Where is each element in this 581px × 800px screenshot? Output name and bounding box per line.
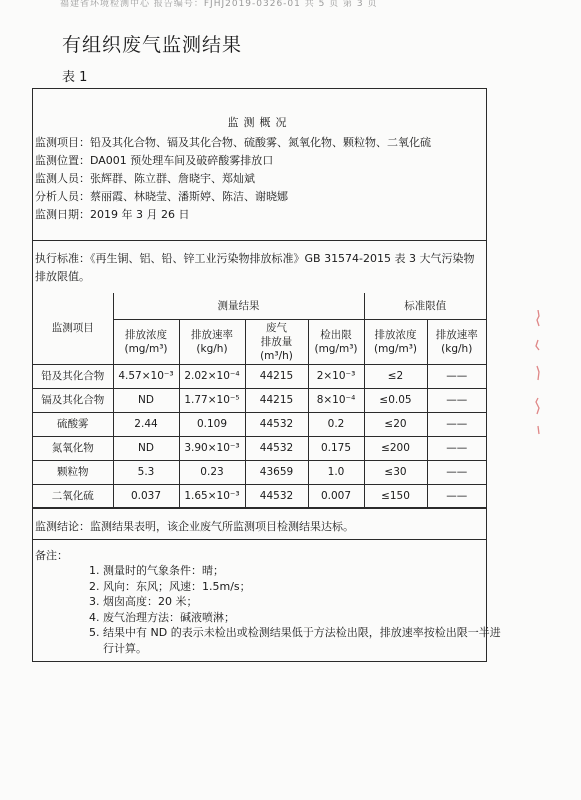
overview-monitors: 监测人员：张辉群、陈立群、詹晓宇、郑灿斌 [35, 172, 255, 185]
seal-stamp-mark [533, 310, 543, 440]
results-table [33, 293, 486, 509]
table-row: 二氧化硫 0.037 1.65×10⁻³ 44532 0.007 ≤150 —— [33, 484, 486, 508]
header-strip: 福建省环境检测中心 报告编号：FJHJ2019-0326-01 共 5 页 第 3 页 [60, 0, 378, 8]
notes-label: 备注： [35, 549, 68, 562]
overview-location: 监测位置：DA001 预处理车间及破碎酸雾排放口 [35, 154, 274, 167]
standard-text: 执行标准：《再生铜、铝、铅、锌工业污染物排放标准》GB 31574-2015 表 3 大气污染物排放限值。 [35, 252, 475, 283]
notes-list [85, 563, 501, 656]
divider [33, 240, 486, 241]
overview-title: 监测概况 [227, 116, 292, 129]
header-item: 监测项目 [33, 293, 113, 364]
report-frame [32, 88, 501, 662]
note-item: 4. 废气治理方法：碱液喷淋； [103, 610, 501, 626]
header-result: 测量结果 [113, 293, 364, 319]
header-flow: 废气 排放量 (m³/h) [245, 319, 308, 364]
table-row: 铅及其化合物 4.57×10⁻³ 2.02×10⁻⁴ 44215 2×10⁻³ ≤2 —— [33, 364, 486, 388]
table-row: 硫酸雾 2.44 0.109 44532 0.2 ≤20 —— [33, 412, 486, 436]
header-lim-rate: 排放速率 (kg/h) [427, 319, 486, 364]
overview-date: 监测日期：2019 年 3 月 26 日 [35, 208, 190, 221]
header-conc: 排放浓度 (mg/m³) [113, 319, 179, 364]
table-row: 颗粒物 5.3 0.23 43659 1.0 ≤30 —— [33, 460, 486, 484]
header-dl: 检出限 (mg/m³) [308, 319, 364, 364]
overview-analysts: 分析人员：蔡丽霞、林晓莹、潘斯婷、陈洁、谢晓娜 [35, 190, 288, 203]
note-item: 1. 测量时的气象条件：晴； [103, 563, 501, 579]
header-rate: 排放速率 (kg/h) [179, 319, 245, 364]
divider [33, 507, 486, 508]
header-lim-conc: 排放浓度 (mg/m³) [364, 319, 427, 364]
note-item: 3. 烟囱高度：20 米； [103, 594, 501, 610]
note-item: 2. 风向：东风；风速：1.5m/s； [103, 579, 501, 595]
conclusion-text: 监测结论：监测结果表明，该企业废气所监测项目检测结果达标。 [35, 520, 354, 533]
divider [33, 539, 486, 540]
page-title: 有组织废气监测结果 [62, 34, 243, 56]
table-row: 镉及其化合物 ND 1.77×10⁻⁵ 44215 8×10⁻⁴ ≤0.05 —— [33, 388, 486, 412]
overview-items: 监测项目：铅及其化合物、镉及其化合物、硫酸雾、氮氧化物、颗粒物、二氧化硫 [35, 136, 431, 149]
table-label: 表 1 [62, 70, 88, 85]
table-row: 氮氧化物 ND 3.90×10⁻³ 44532 0.175 ≤200 —— [33, 436, 486, 460]
header-limit: 标准限值 [364, 293, 486, 319]
note-item: 5. 结果中有 ND 的表示未检出或检测结果低于方法检出限，排放速率按检出限一半进行计算。 [103, 625, 501, 656]
